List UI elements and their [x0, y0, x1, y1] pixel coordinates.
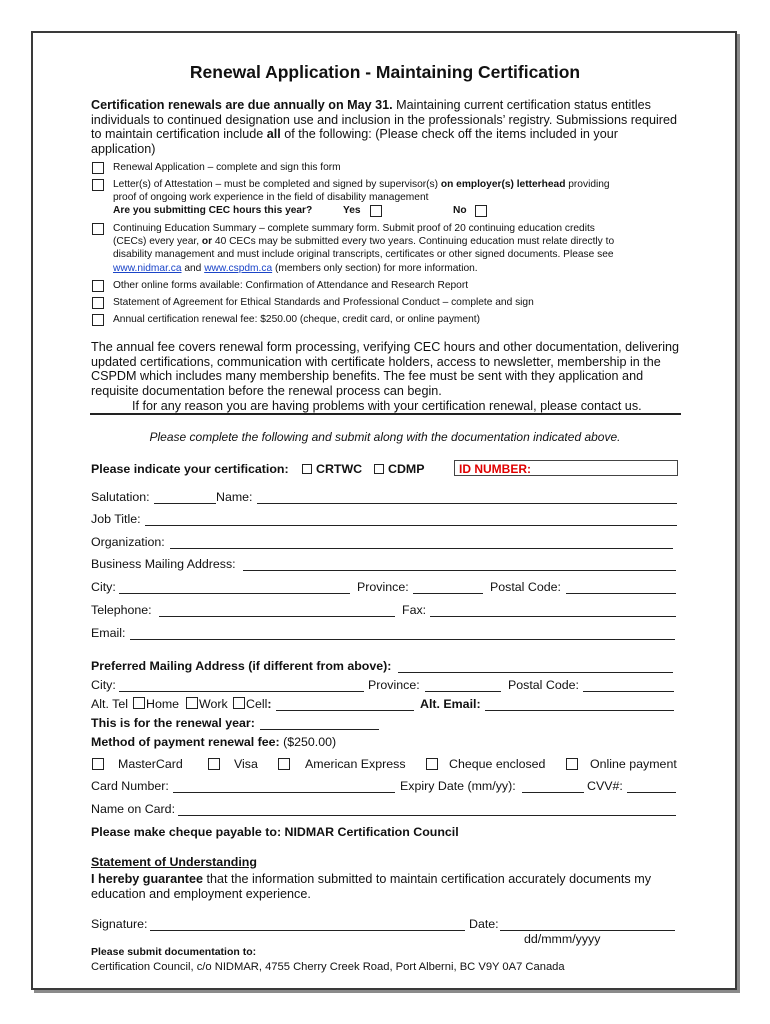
business-address-field[interactable] — [243, 558, 676, 571]
amex-label: American Express — [305, 757, 406, 771]
preferred-address-label: Preferred Mailing Address (if different from above): — [91, 659, 392, 673]
checkbox-renewal-fee[interactable] — [92, 314, 104, 326]
checklist-item-3-line2 — [113, 235, 614, 248]
cec-no-label: No — [453, 205, 467, 216]
renewal-year-field[interactable] — [260, 717, 379, 730]
preferred-city-label: City: — [91, 678, 116, 692]
preferred-address-field[interactable] — [398, 660, 673, 673]
checkbox-home[interactable] — [133, 697, 145, 709]
checkbox-work[interactable] — [186, 697, 198, 709]
province-label: Province: — [357, 580, 409, 594]
checklist-item-1: Renewal Application – complete and sign this form — [113, 162, 341, 173]
preferred-city-field[interactable] — [119, 679, 364, 692]
checkbox-online[interactable] — [566, 758, 578, 770]
card-number-field[interactable] — [173, 780, 395, 793]
cec-question: Are you submitting CEC hours this year? — [113, 205, 313, 216]
job-title-field[interactable] — [145, 513, 677, 526]
signature-label: Signature: — [91, 917, 148, 931]
intro-rest1: Maintaining current certification status entitles individuals to continued designation use and inclusion in the professionals’ registry. Submissions required to maintain certification include — [91, 98, 677, 142]
item3-or: or — [201, 236, 213, 247]
online-payment-label: Online payment — [590, 757, 677, 771]
id-number-field[interactable]: ID NUMBER: — [454, 460, 678, 476]
visa-label: Visa — [234, 757, 258, 771]
alt-tel-field[interactable] — [276, 698, 414, 711]
intro-bold: Certification renewals are due annually on May 31. — [91, 98, 393, 112]
checklist-item-3-line3: disability management and must include original transcripts, certificates or other signed documents. Please see — [113, 249, 614, 260]
preferred-province-field[interactable] — [425, 679, 501, 692]
item2-text-c: providing — [565, 179, 610, 190]
province-field[interactable] — [413, 581, 483, 594]
organization-field[interactable] — [170, 536, 673, 549]
salutation-field[interactable] — [154, 491, 216, 504]
statement-heading: Statement of Understanding — [91, 855, 257, 869]
work-label: Work — [199, 697, 228, 711]
alt-email-label: Alt. Email: — [420, 697, 481, 711]
checklist-item-6: Annual certification renewal fee: $250.00 (cheque, credit card, or online payment) — [113, 314, 480, 325]
preferred-postal-label: Postal Code: — [508, 678, 579, 692]
cdmp-label: CDMP — [388, 462, 425, 476]
telephone-label: Telephone: — [91, 603, 152, 617]
item3-text-a: (CECs) every year, — [113, 236, 202, 247]
instruction-text: Please complete the following and submit along with the documentation indicated above. — [149, 430, 621, 444]
name-field[interactable] — [257, 491, 677, 504]
checkbox-other-forms[interactable] — [92, 280, 104, 292]
job-title-label: Job Title: — [91, 512, 141, 526]
date-format: dd/mmm/yyyy — [524, 932, 601, 946]
intro-paragraph — [91, 98, 681, 156]
payment-method-label — [91, 735, 336, 749]
checkbox-cec-yes[interactable] — [370, 205, 382, 217]
city-label: City: — [91, 580, 116, 594]
crtwc-label: CRTWC — [316, 462, 363, 476]
intro-all: all — [266, 127, 281, 142]
checklist-item-2-line2: proof of ongoing work experience in the field of disability management — [113, 192, 429, 203]
cell-text: Cell — [246, 697, 268, 711]
telephone-field[interactable] — [159, 604, 395, 617]
fee-paragraph: The annual fee covers renewal form processing, verifying CEC hours and other documentation, delivering updated certifications, communication with certificate holders, access to newsletter, membership in the CSPDM which includes many membership benefits. The fee must be sent with they application and requisite documentation before the renewal process can begin. — [91, 340, 680, 398]
cvv-label: CVV#: — [587, 779, 623, 793]
card-number-label: Card Number: — [91, 779, 169, 793]
alt-email-field[interactable] — [485, 698, 674, 711]
mastercard-label: MasterCard — [118, 757, 183, 771]
submit-address: Certification Council, c/o NIDMAR, 4755 Cherry Creek Road, Port Alberni, BC V9Y 0A7 Canada — [91, 961, 565, 973]
signature-field[interactable] — [150, 918, 465, 931]
postal-code-label: Postal Code: — [490, 580, 561, 594]
payable-text: Please make cheque payable to: NIDMAR Certification Council — [91, 825, 459, 839]
checkbox-renewal-application[interactable] — [92, 162, 104, 174]
city-field[interactable] — [119, 581, 350, 594]
checkbox-cec-no[interactable] — [475, 205, 487, 217]
checkbox-mastercard[interactable] — [92, 758, 104, 770]
organization-label: Organization: — [91, 535, 165, 549]
nidmar-link[interactable]: www.nidmar.ca — [113, 263, 182, 274]
expiry-label: Expiry Date (mm/yy): — [400, 779, 516, 793]
cvv-field[interactable] — [627, 780, 676, 793]
guarantee-paragraph — [91, 872, 676, 901]
checkbox-ethics-agreement[interactable] — [92, 297, 104, 309]
date-field[interactable] — [500, 918, 675, 931]
page-title: Renewal Application - Maintaining Certification — [189, 62, 581, 82]
section-divider — [90, 413, 681, 415]
item3-text-b: 40 CECs may be submitted every two years. Continuing education must relate directly to — [212, 236, 615, 247]
alt-tel-label: Alt. Tel — [91, 697, 128, 711]
checkbox-visa[interactable] — [208, 758, 220, 770]
certification-label: Please indicate your certification: — [91, 462, 289, 476]
cec-yes-label: Yes — [343, 205, 361, 216]
name-on-card-field[interactable] — [178, 803, 676, 816]
item3-tail: (members only section) for more information. — [272, 263, 478, 274]
postal-code-field[interactable] — [566, 581, 676, 594]
renewal-year-label: This is for the renewal year: — [91, 716, 255, 730]
checkbox-letters-attestation[interactable] — [92, 179, 104, 191]
checkbox-crtwc[interactable] — [302, 464, 312, 474]
intro-rest2: of the following: (Please check off the items included in your application) — [91, 127, 618, 156]
business-address-label: Business Mailing Address: — [91, 557, 236, 571]
preferred-postal-field[interactable] — [583, 679, 674, 692]
home-label: Home — [146, 697, 180, 711]
cell-label — [246, 697, 272, 711]
cspdm-link[interactable]: www.cspdm.ca — [204, 263, 273, 274]
fax-label: Fax: — [402, 603, 427, 617]
guarantee-bold: I hereby guarantee — [91, 872, 203, 886]
checkbox-amex[interactable] — [278, 758, 290, 770]
checkbox-cell[interactable] — [233, 697, 245, 709]
fax-field[interactable] — [430, 604, 676, 617]
checkbox-cheque[interactable] — [426, 758, 438, 770]
and-text: and — [181, 263, 205, 274]
date-label: Date: — [469, 917, 499, 931]
problems-line: If for any reason you are having problems with your certification renewal, please contact us. — [132, 399, 642, 413]
item2-text-a: Letter(s) of Attestation – must be completed and signed by supervisor(s) — [113, 179, 441, 190]
checkbox-cdmp[interactable] — [374, 464, 384, 474]
guarantee-rest: that the information submitted to maintain certification accurately documents my education and employment experience. — [91, 872, 651, 901]
salutation-label: Salutation: — [91, 490, 150, 504]
name-on-card-label: Name on Card: — [91, 802, 176, 816]
checklist-item-5: Statement of Agreement for Ethical Standards and Professional Conduct – complete and sign — [113, 297, 534, 308]
email-field[interactable] — [130, 627, 675, 640]
cell-colon: : — [267, 697, 272, 711]
email-label: Email: — [91, 626, 126, 640]
payment-label-bold: Method of payment renewal fee: — [91, 735, 280, 749]
page-frame — [31, 31, 737, 990]
preferred-province-label: Province: — [368, 678, 420, 692]
payment-amount: ($250.00) — [283, 735, 337, 749]
checklist-item-3-line4 — [113, 262, 478, 275]
checklist-item-4: Other online forms available: Confirmation of Attendance and Research Report — [113, 280, 469, 291]
name-label: Name: — [216, 490, 253, 504]
submit-heading: Please submit documentation to: — [91, 946, 257, 958]
item2-text-bold: on employer(s) letterhead — [440, 179, 566, 190]
checkbox-continuing-education[interactable] — [92, 223, 104, 235]
expiry-field[interactable] — [522, 780, 584, 793]
cheque-label: Cheque enclosed — [449, 757, 546, 771]
checklist-item-2 — [113, 178, 610, 191]
checklist-item-3-line1: Continuing Education Summary – complete summary form. Submit proof of 20 continuing education credits — [113, 223, 595, 234]
